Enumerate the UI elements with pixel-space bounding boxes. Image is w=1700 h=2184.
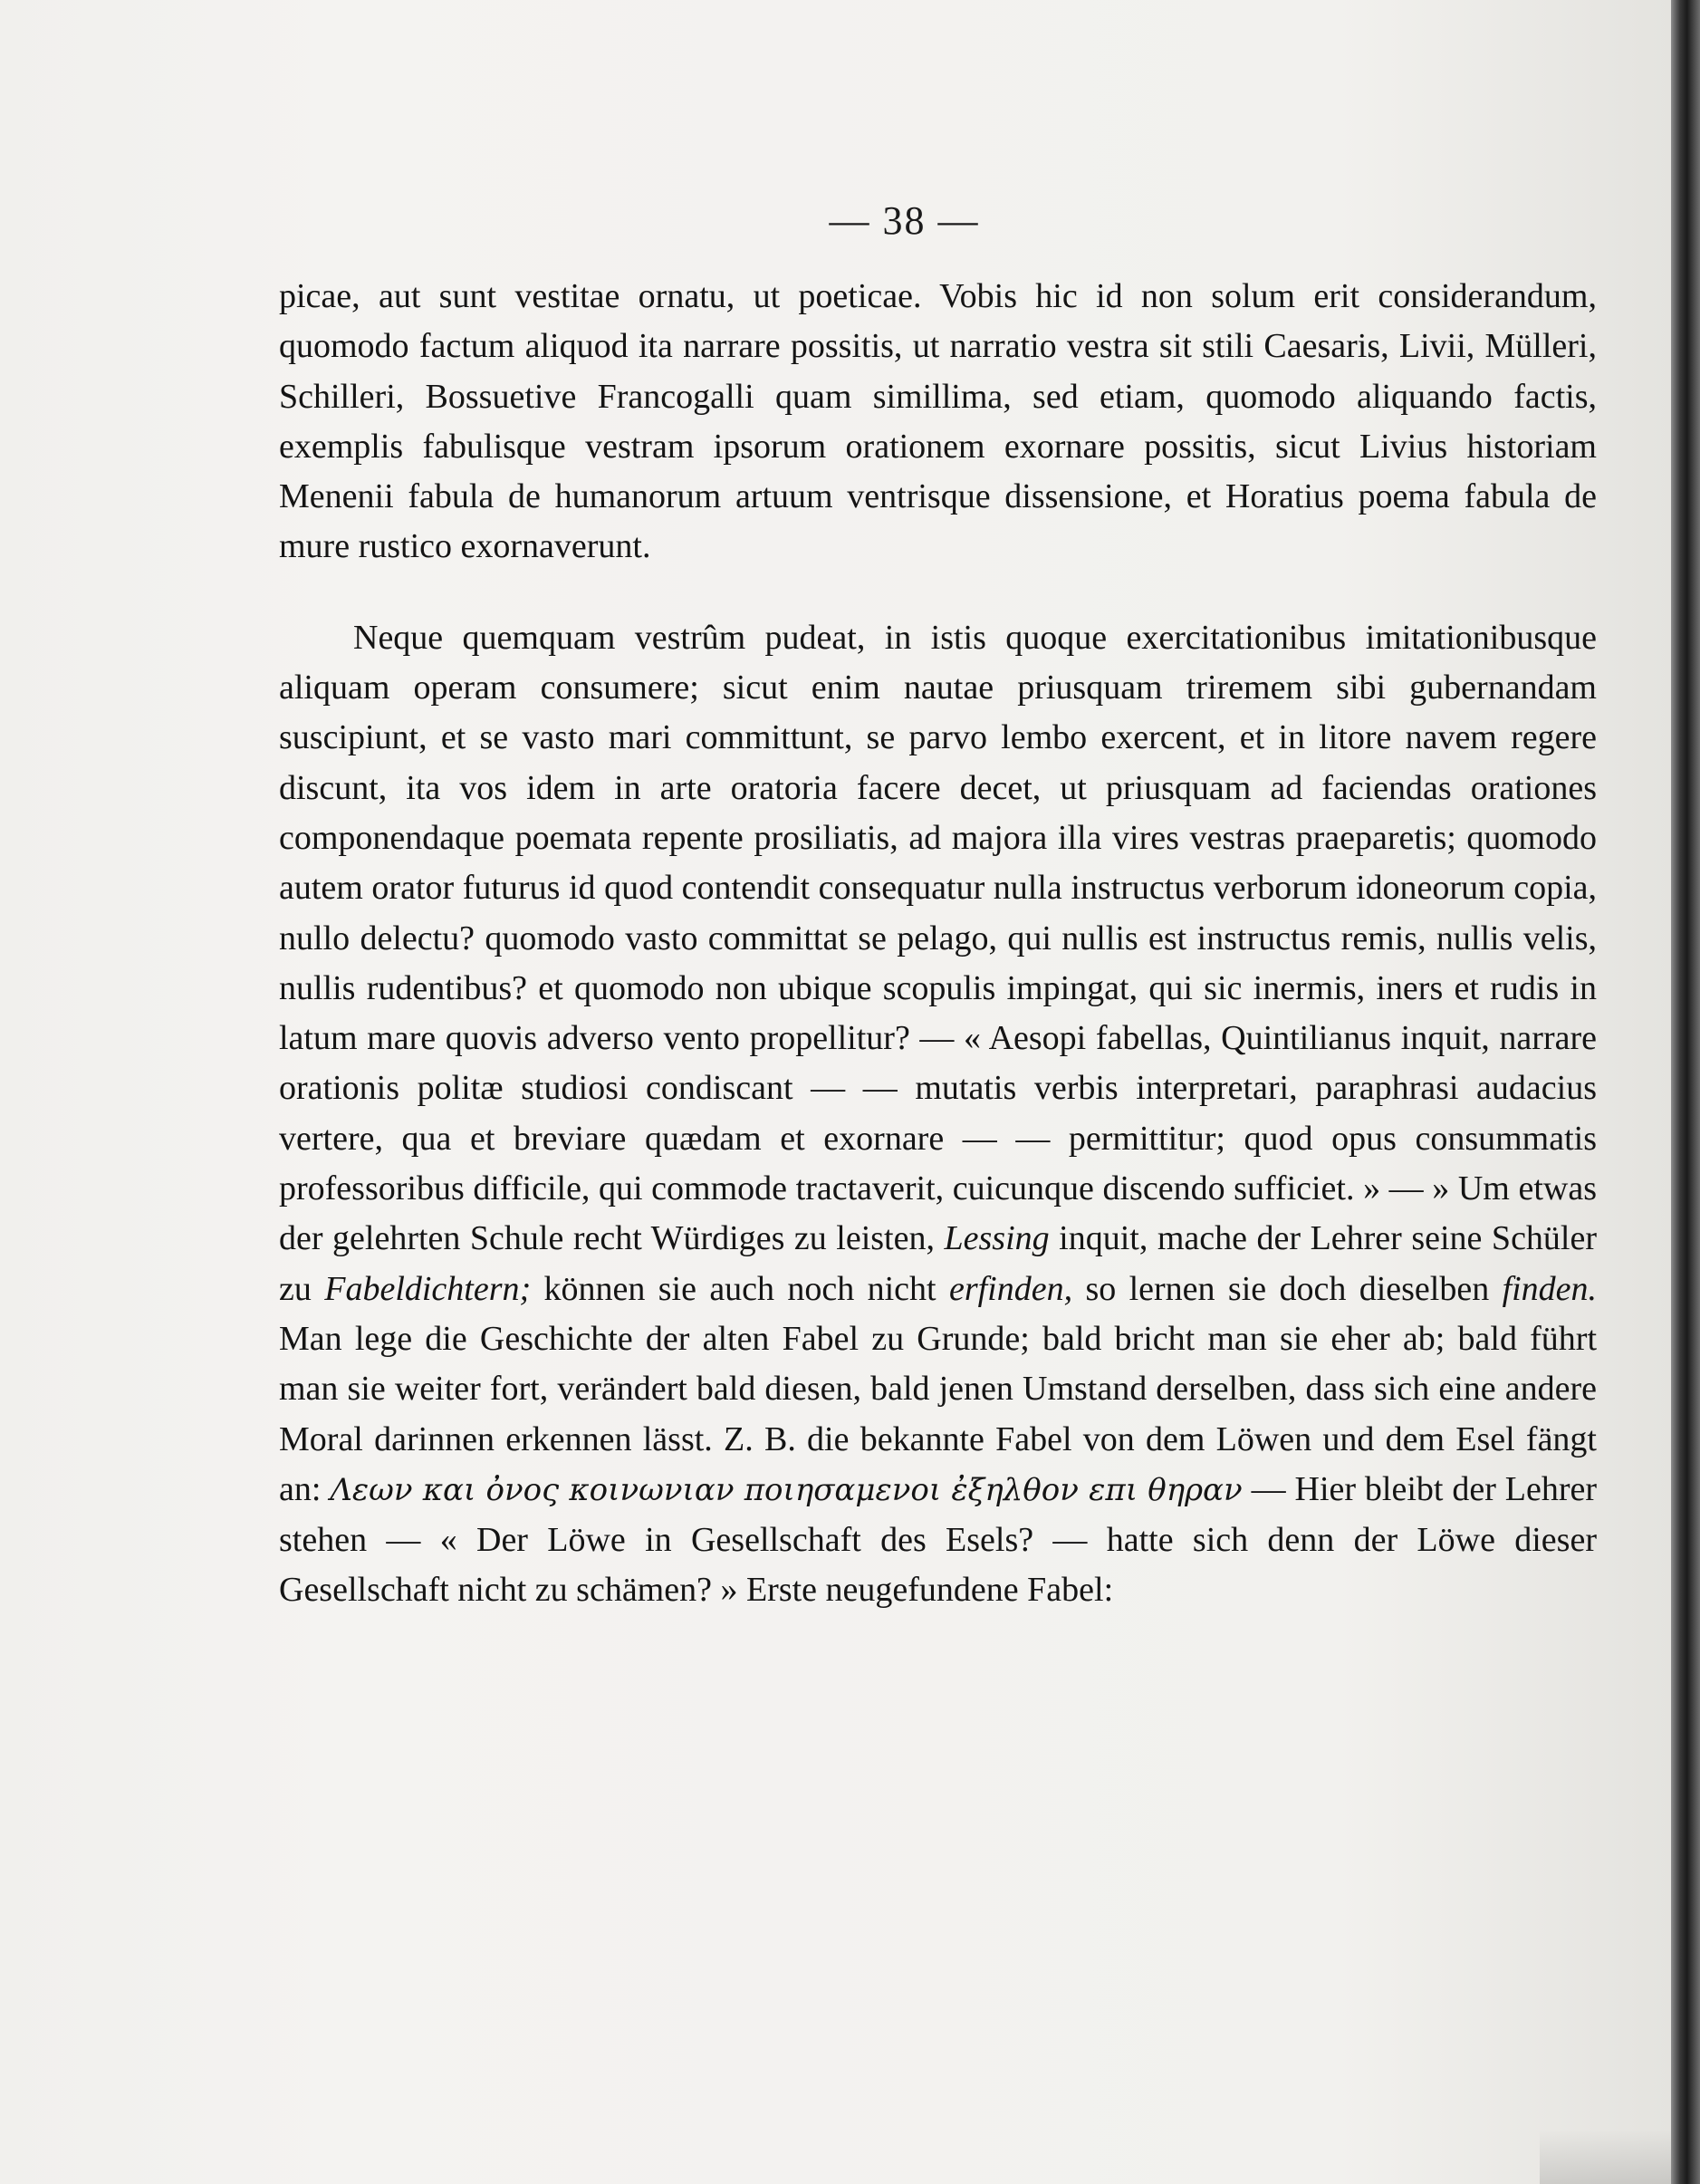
emph-finden: finden.: [1502, 1269, 1598, 1308]
paragraph-2-part2: inquit, mache der Lehrer seine Schüler zu: [279, 1219, 1598, 1308]
paragraph-1: picae, aut sunt vestitae ornatu, ut poeticae. Vobis hic id non solum erit considerandum, quomodo factum aliquod ita narrare possitis, ut narratio vestra sit stili Caesaris, Livii, Mülleri, Schilleri, Bossuetive Francogalli quam simillima, sed etiam, quomodo aliquando factis, exemplis fabulisque vestram ipsorum orationem exornare possitis, sicut Livius historiam Menenii fabula de humanorum artuum ventrisque dissensione, et Horatius poema fabula de mure rustico exornaverunt.: [279, 277, 1597, 566]
emph-fabeldichtern: Fabeldichtern;: [324, 1269, 532, 1308]
paragraph-2-part1: Neque quemquam vestrûm pudeat, in istis quoque exercitationibus imitationibusque aliquam operam consumere; sicut enim nautae priusquam triremem sibi gubernandam suscipiunt, et se vasto mari committunt, se parvo lembo exercent, et in litore navem regere discunt, ita vos idem in arte oratoria facere decet, ut priusquam ad faciendas orationes componendaque poemata repente prosiliatis, ad majora illa vires vestras praeparetis; quomodo autem orator futurus id quod contendit consequatur nulla instructus verborum idoneorum copia, nullo delectu? quomodo vasto committat se pelago, qui nullis est instructus remis, nullis velis, nullis rudentibus? et quomodo non ubique scopulis impingat, qui sic inermis, iners et rudis in latum mare quovis adverso vento propellitur? — « Aesopi fabellas, Quintilianus inquit, narrare orationis politæ studiosi condiscant — — mutatis verbis interpretari, paraphrasi audacius vertere, qua et breviare quædam et exornare — — permittitur; quod opus consummatis professoribus difficile, qui commode tractaverit, cuicunque discendo sufficiet. » — » Um etwas der gelehrten Schule recht Würdiges zu leisten,: [279, 618, 1597, 1258]
emph-erfinden: erfinden,: [948, 1269, 1073, 1308]
paragraph-2-part4: so lernen sie doch dieselben: [1085, 1269, 1490, 1308]
paragraph-2-part3: können sie auch noch nicht: [543, 1269, 936, 1308]
paragraph-2-part5: Man lege die Geschichte der alten Fabel zu Grunde; bald bricht man sie eher ab; bald führt man sie weiter fort, verändert bald diesen, bald jenen Umstand derselben, dass sich eine andere Moral darinnen erkennen lässt. Z. B. die bekannte Fabel von dem Löwen und dem Esel fängt an:: [279, 1319, 1597, 1508]
emph-lessing: Lessing: [944, 1219, 1050, 1258]
greek-quotation: Λεων και ὀνος κοινωνιαν ποιησαμενοι ἐξηλθον επι θηραν: [330, 1471, 1243, 1508]
page-shadow: [1540, 2130, 1671, 2184]
page-number: — 38 —: [829, 198, 980, 243]
paragraph-2: [279, 613, 1597, 1616]
body-text: [279, 272, 1597, 1616]
book-binding-edge: [1671, 0, 1700, 2184]
paragraph-2-part6: — Hier bleibt der Lehrer stehen — « Der Löwe in Gesellschaft des Esels? — hatte sich denn der Löwe dieser Gesellschaft nicht zu schämen? » Erste neugefundene Fabel:: [279, 1469, 1598, 1610]
